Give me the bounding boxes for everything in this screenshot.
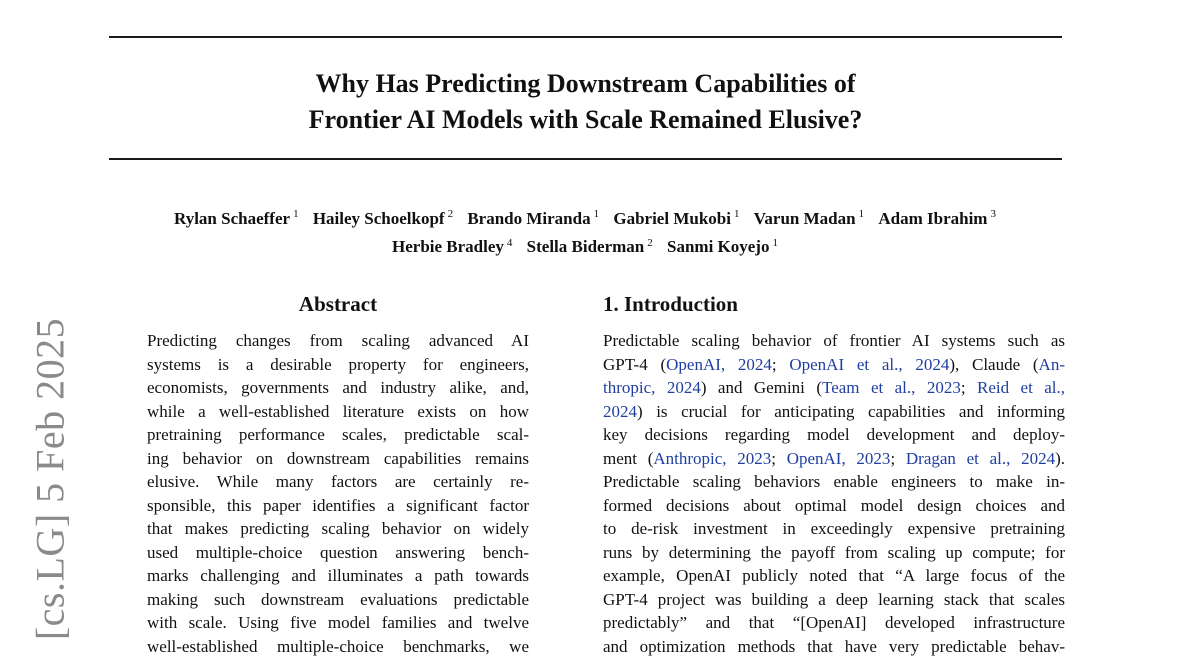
intro-text: ; (771, 449, 786, 468)
abstract-line: Predicting changes from scaling advanced AI (147, 329, 529, 353)
abstract-line: sponsible, this paper identifies a significant factor (147, 494, 529, 518)
introduction-line (603, 329, 1065, 353)
abstract-line: ing behavior on downstream capabilities remains (147, 447, 529, 471)
abstract-line: systems is a desirable property for engineers, (147, 353, 529, 377)
abstract-line: that makes predicting scaling behavior on widely (147, 517, 529, 541)
citation-link[interactable]: OpenAI, 2024 (666, 355, 772, 374)
author (754, 209, 864, 228)
intro-text: ) is crucial for anticipating capabilities and informing (637, 402, 1065, 421)
abstract-line: with scale. Using five model families and twelve (147, 611, 529, 635)
introduction-line (603, 564, 1065, 588)
intro-text: GPT-4 project was building a deep learning stack that scales (603, 590, 1065, 609)
author-affiliation: 4 (507, 237, 513, 249)
intro-text: ; (890, 449, 905, 468)
abstract-line: economists, governments and industry alike, and, (147, 376, 529, 400)
introduction-line (603, 400, 1065, 424)
author-list (60, 202, 1110, 259)
author-name: Sanmi Koyejo (667, 237, 769, 256)
intro-text: predictably” and that “[OpenAI] developed infrastructure (603, 613, 1065, 632)
abstract-line: well-established multiple-choice benchmarks, we (147, 635, 529, 658)
author-name: Herbie Bradley (392, 237, 504, 256)
citation-link[interactable]: thropic, 2024 (603, 378, 701, 397)
introduction-line (603, 353, 1065, 377)
citation-link[interactable]: Dragan et al., 2024 (906, 449, 1055, 468)
citation-link[interactable]: OpenAI et al., 2024 (789, 355, 949, 374)
arxiv-stamp: [cs.LG] 5 Feb 2025 (27, 318, 74, 640)
paper-title (109, 66, 1062, 138)
introduction-line (603, 423, 1065, 447)
author-affiliation: 1 (734, 208, 740, 220)
author (174, 209, 299, 228)
author-name: Rylan Schaeffer (174, 209, 290, 228)
introduction-line (603, 376, 1065, 400)
citation-link[interactable]: OpenAI, 2023 (787, 449, 891, 468)
author-name: Stella Biderman (527, 237, 645, 256)
abstract-line: pretraining performance scales, predictable scal- (147, 423, 529, 447)
intro-text: Predictable scaling behavior of frontier AI systems such as (603, 331, 1065, 350)
intro-text: GPT-4 ( (603, 355, 666, 374)
author-row-2 (60, 231, 1110, 260)
intro-text: ), Claude ( (949, 355, 1038, 374)
author-name: Brando Miranda (467, 209, 590, 228)
title-line-2: Frontier AI Models with Scale Remained Elusive? (109, 102, 1062, 138)
author-affiliation: 1 (594, 208, 600, 220)
title-rule-bottom (109, 158, 1062, 160)
author-affiliation: 2 (448, 208, 454, 220)
author (467, 209, 599, 228)
intro-text: to de-risk investment in exceedingly expensive pretraining (603, 519, 1065, 538)
introduction-line (603, 447, 1065, 471)
intro-text: key decisions regarding model development and deploy- (603, 425, 1065, 444)
intro-text: formed decisions about optimal model design choices and (603, 496, 1065, 515)
author-name: Hailey Schoelkopf (313, 209, 445, 228)
intro-text: ). (1055, 449, 1065, 468)
abstract-line: elusive. While many factors are certainly re- (147, 470, 529, 494)
citation-link[interactable]: Anthropic, 2023 (653, 449, 771, 468)
introduction-line (603, 470, 1065, 494)
abstract-line: used multiple-choice question answering bench- (147, 541, 529, 565)
introduction-body (603, 329, 1065, 658)
abstract-line: while a well-established literature exists on how (147, 400, 529, 424)
author-name: Adam Ibrahim (878, 209, 987, 228)
intro-text: and optimization methods that have very predictable behav- (603, 637, 1065, 656)
author-name: Gabriel Mukobi (613, 209, 731, 228)
author-row-1 (60, 202, 1110, 231)
introduction-line (603, 611, 1065, 635)
abstract-body (147, 329, 529, 658)
introduction-line (603, 541, 1065, 565)
introduction-line (603, 635, 1065, 658)
citation-link[interactable]: An- (1039, 355, 1065, 374)
author-affiliation: 1 (859, 208, 865, 220)
author-affiliation: 2 (647, 237, 653, 249)
author-name: Varun Madan (754, 209, 856, 228)
introduction-heading: 1. Introduction (603, 290, 738, 318)
introduction-line (603, 588, 1065, 612)
abstract-heading: Abstract (147, 290, 529, 318)
author-affiliation: 1 (772, 237, 778, 249)
author (613, 209, 739, 228)
intro-text: example, OpenAI publicly noted that “A large focus of the (603, 566, 1065, 585)
intro-text: Predictable scaling behaviors enable engineers to make in- (603, 472, 1065, 491)
title-line-1: Why Has Predicting Downstream Capabilities of (109, 66, 1062, 102)
intro-text: ment ( (603, 449, 653, 468)
author (878, 209, 996, 228)
citation-link[interactable]: Reid et al., (977, 378, 1065, 397)
intro-text: ; (772, 355, 789, 374)
introduction-line (603, 517, 1065, 541)
author-affiliation: 1 (293, 208, 299, 220)
citation-link[interactable]: Team et al., 2023 (822, 378, 961, 397)
intro-text: ) and Gemini ( (701, 378, 822, 397)
intro-text: ; (961, 378, 977, 397)
introduction-line (603, 494, 1065, 518)
abstract-line: making such downstream evaluations predictable (147, 588, 529, 612)
abstract-line: marks challenging and illuminates a path towards (147, 564, 529, 588)
author (667, 237, 778, 256)
citation-link[interactable]: 2024 (603, 402, 637, 421)
author (392, 237, 512, 256)
author-affiliation: 3 (990, 208, 996, 220)
author (527, 237, 653, 256)
intro-text: runs by determining the payoff from scaling up compute; for (603, 543, 1065, 562)
author (313, 209, 453, 228)
title-rule-top (109, 36, 1062, 38)
